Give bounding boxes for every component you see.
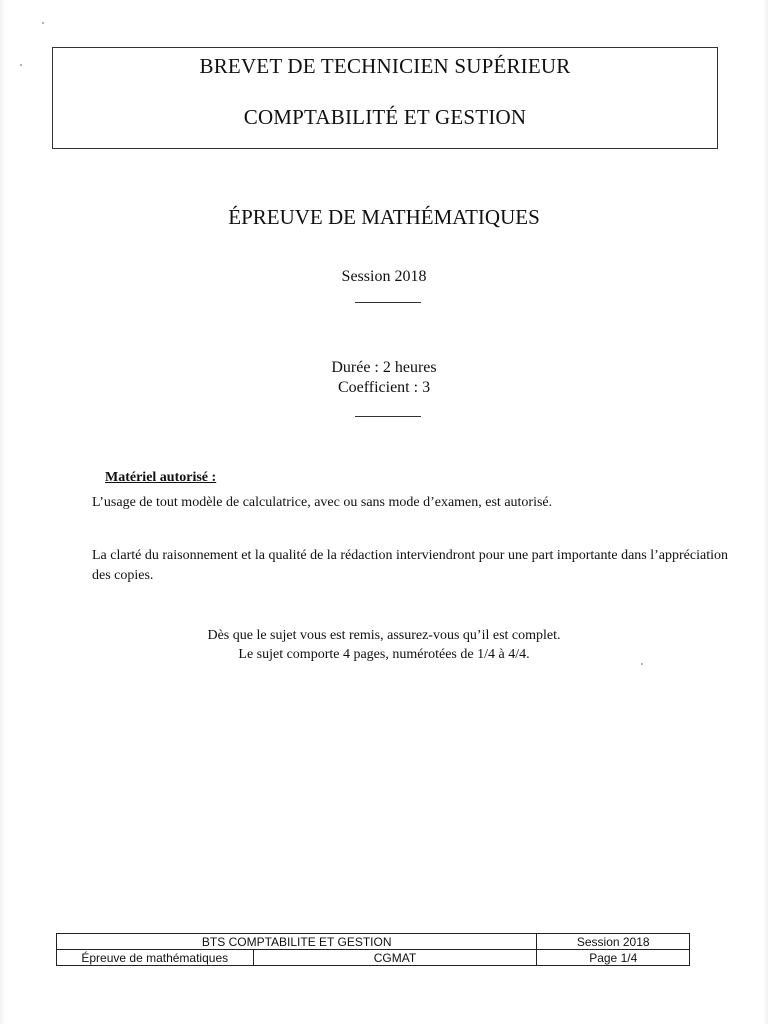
header-diploma: BREVET DE TECHNICIEN SUPÉRIEUR: [199, 54, 571, 78]
header-box: [52, 47, 718, 149]
exam-duration: Durée : 2 heures: [331, 359, 437, 376]
page-edge-right: [763, 0, 768, 1024]
header-specialty: COMPTABILITÉ ET GESTION: [243, 105, 527, 129]
notice-line-1: Dès que le sujet vous est remis, assurez-vous qu’il est complet.: [207, 628, 561, 643]
footer-row-1: [57, 934, 690, 950]
separator-rule: [355, 416, 421, 417]
page-edge-left: [0, 0, 6, 1024]
footer-program: BTS COMPTABILITE ET GESTION: [57, 934, 537, 950]
scan-speck: [42, 22, 44, 24]
footer-page: Page 1/4: [537, 950, 690, 966]
footer-table: [56, 933, 690, 966]
notice-line-2: Le sujet comporte 4 pages, numérotées de 1/4 à 4/4.: [238, 647, 530, 662]
scan-speck: [20, 64, 22, 66]
separator-rule: [355, 302, 421, 303]
exam-session: Session 2018: [341, 268, 427, 285]
materiel-heading: Matériel autorisé :: [105, 470, 217, 485]
footer-row-2: [57, 950, 690, 966]
scan-speck: [641, 663, 643, 665]
footer-session: Session 2018: [537, 934, 690, 950]
exam-title: ÉPREUVE DE MATHÉMATIQUES: [228, 205, 540, 229]
clarte-text: La clarté du raisonnement et la qualité de la rédaction interviendront pour une part importante dans l’appréciation des copies.: [92, 548, 728, 583]
exam-coefficient: Coefficient : 3: [337, 379, 431, 396]
footer-code: CGMAT: [253, 950, 537, 966]
footer-subject: Épreuve de mathématiques: [57, 950, 254, 966]
materiel-text: L’usage de tout modèle de calculatrice, avec ou sans mode d’examen, est autorisé.: [92, 495, 553, 510]
